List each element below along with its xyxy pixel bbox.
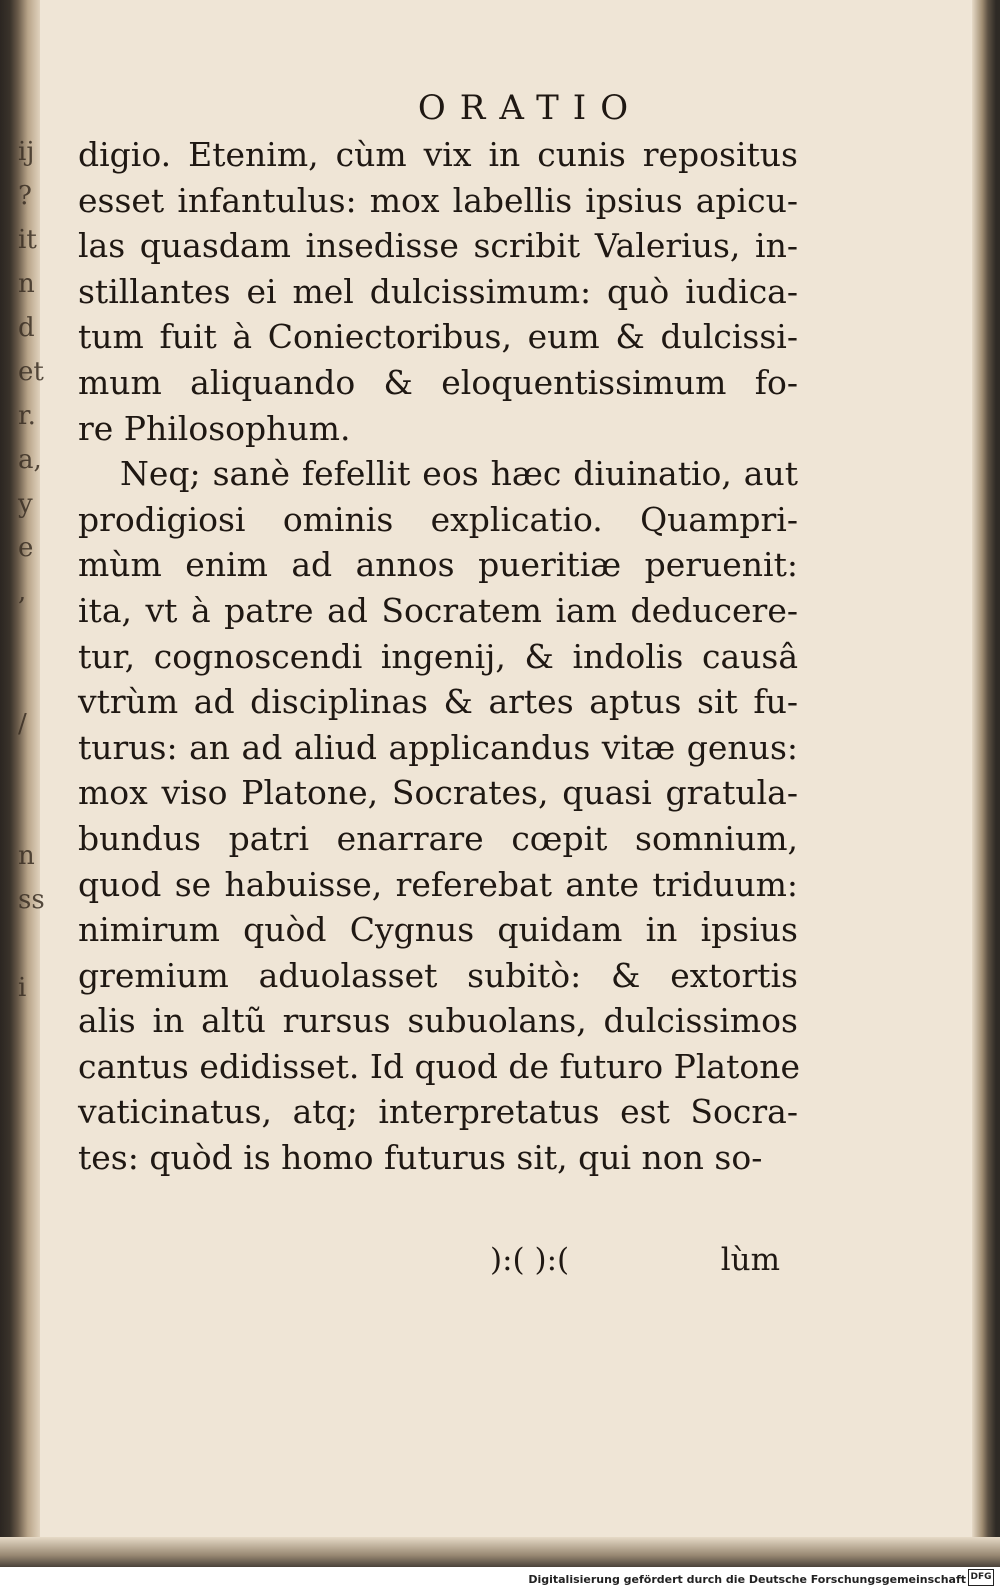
- footer-credit: Digitalisierung gefördert durch die Deutsche Forschungsgemeinschaft: [528, 1573, 966, 1586]
- text-line: quod se habuisse, referebat ante triduum:: [78, 864, 798, 904]
- gutter-fragment: [18, 746, 40, 790]
- text-line: mox viso Platone, Socrates, quasi gratula-: [78, 773, 798, 813]
- page-bottom-edge: [0, 1537, 1000, 1567]
- text-line: alis in altũ rursus subuolans, dulcissimos: [78, 1001, 798, 1041]
- text-line: ita, vt à patre ad Socratem iam deducere-: [78, 590, 798, 630]
- gutter-fragment: r.: [18, 401, 36, 431]
- gutter-fragment: it: [18, 225, 37, 255]
- text-line: vaticinatus, atq; interpretatus est Socra-: [78, 1092, 798, 1132]
- text-line: stillantes ei mel dulcissimum: quò iudica-: [78, 271, 798, 311]
- text-line: las quasdam insedisse scribit Valerius, in-: [78, 226, 798, 266]
- text-line: gremium aduolasset subitò: & extortis: [78, 955, 798, 995]
- footer-bar: [0, 1567, 1000, 1589]
- gutter-fragment: a,: [18, 445, 42, 475]
- text-line: mùm enim ad annos pueritiæ peruenit:: [78, 545, 798, 585]
- gutter-fragment: e: [18, 533, 34, 563]
- gutter-fragment: d: [18, 313, 35, 343]
- dfg-logo: DFG: [968, 1569, 994, 1586]
- text-line: cantus edidisset. Id quod de futuro Platone: [78, 1046, 800, 1086]
- text-line: tum fuit à Coniectoribus, eum & dulcissi-: [78, 317, 798, 357]
- text-line: mum aliquando & eloquentissimum fo-: [78, 362, 798, 402]
- gutter-fragment: ij: [18, 137, 35, 167]
- gutter-fragment: [18, 1010, 40, 1054]
- text-line: re Philosophum.: [78, 408, 351, 448]
- signature-mark: ):( ):(: [490, 1242, 570, 1278]
- text-line: turus: an ad aliud applicandus vitæ genus:: [78, 727, 798, 767]
- gutter-fragment: [18, 790, 40, 834]
- gutter-fragment: y: [18, 489, 33, 519]
- text-line: vtrùm ad disciplinas & artes aptus sit fu-: [78, 682, 798, 722]
- gutter-fragment: et: [18, 357, 44, 387]
- catchword: lùm: [720, 1242, 780, 1278]
- text-line: esset infantulus: mox labellis ipsius apicu-: [78, 180, 798, 220]
- facing-page-fragments: [18, 130, 45, 1430]
- page-right-edge: [972, 0, 1000, 1540]
- text-line: digio. Etenim, cùm vix in cunis repositus: [78, 135, 798, 174]
- gutter-fragment: i: [18, 973, 27, 1003]
- text-line: Neq; sanè fefellit eos hæc diuinatio, aut: [120, 454, 798, 494]
- gutter-fragment: ?: [18, 181, 32, 211]
- catch-line: [490, 1240, 790, 1280]
- gutter-fragment: [18, 614, 40, 658]
- gutter-fragment: [18, 658, 40, 702]
- body-text: [78, 132, 798, 1181]
- text-line: bundus patri enarrare cœpit somnium,: [78, 818, 798, 858]
- text-line: tur, cognoscendi ingenij, & indolis causâ: [78, 636, 798, 676]
- running-head: ORATIO: [417, 88, 643, 128]
- gutter-fragment: ss: [18, 885, 45, 915]
- text-line: tes: quòd is homo futurus sit, qui non so-: [78, 1138, 763, 1178]
- gutter-fragment: ,: [18, 577, 27, 607]
- gutter-fragment: n: [18, 841, 35, 871]
- gutter-fragment: [18, 922, 40, 966]
- gutter-fragment: n: [18, 269, 35, 299]
- text-line: prodigiosi ominis explicatio. Quampri-: [78, 499, 798, 539]
- text-line: nimirum quòd Cygnus quidam in ipsius: [78, 910, 798, 950]
- gutter-fragment: /: [18, 709, 27, 739]
